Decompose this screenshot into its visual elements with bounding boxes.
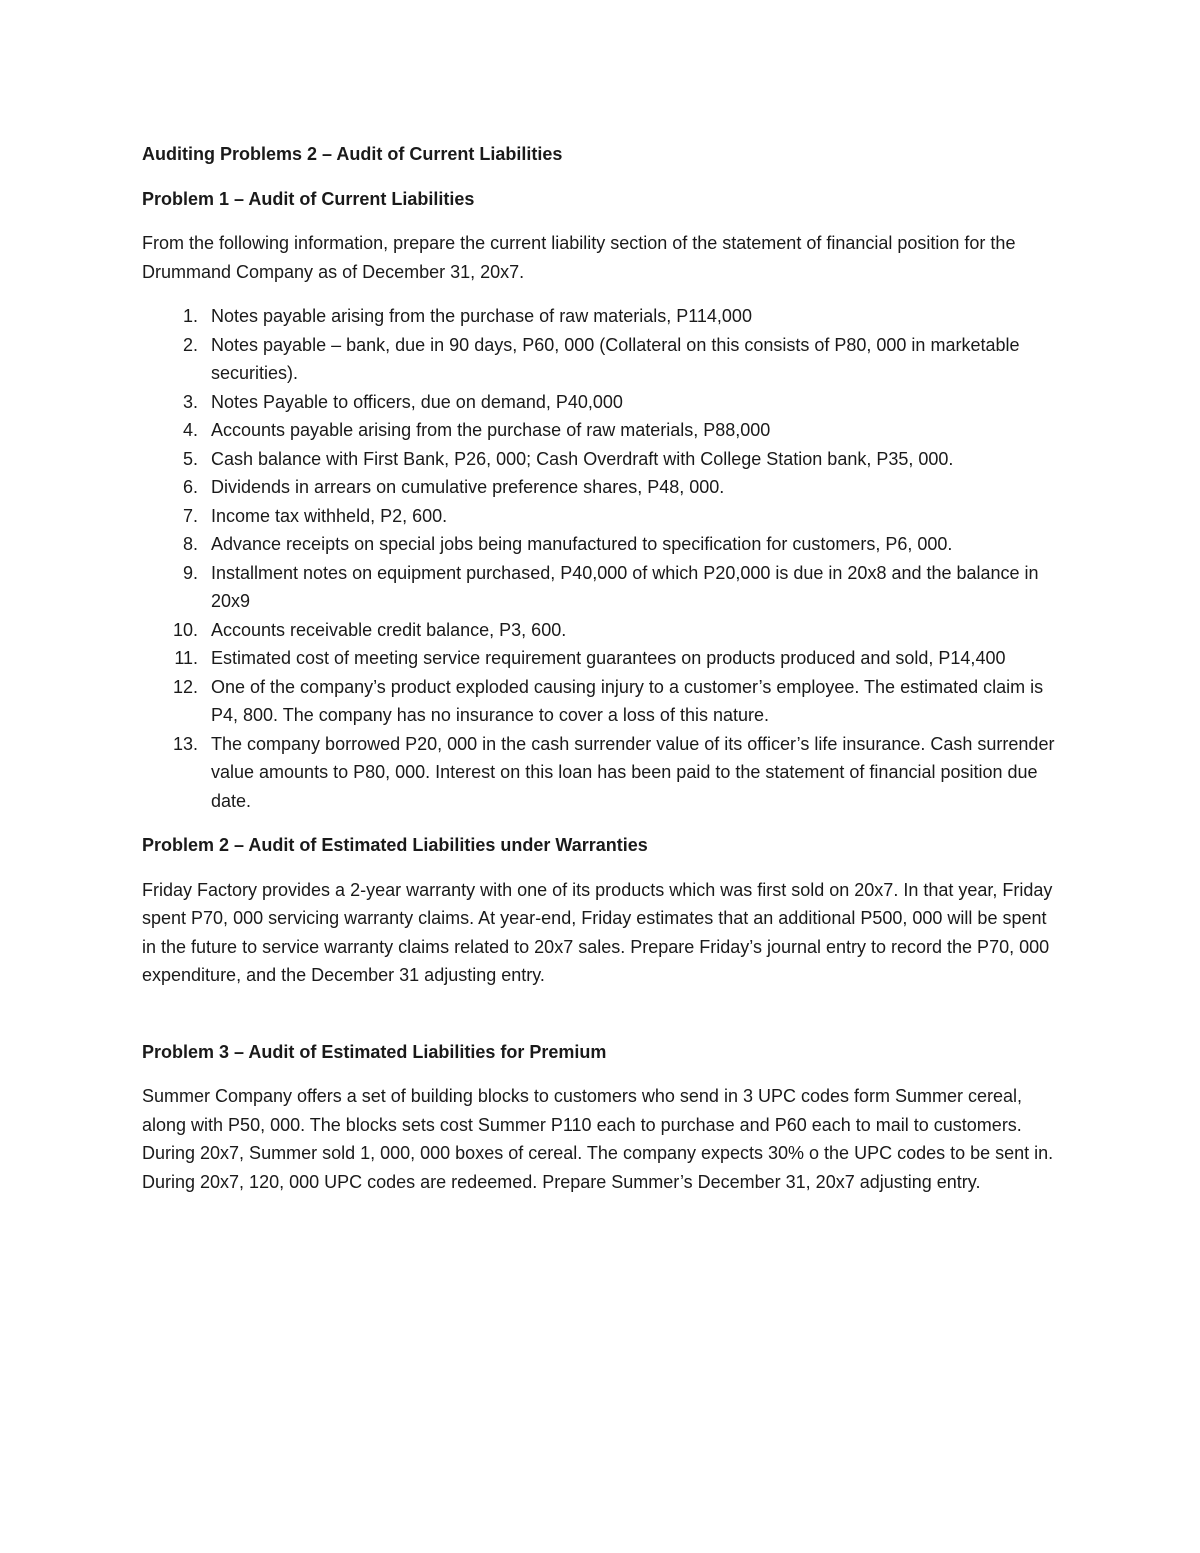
problem-3-body: Summer Company offers a set of building blocks to customers who send in 3 UPC codes form Summer cereal, along with P50, 000. The blocks sets cost Summer P110 each to purchase and P60 each to mail to customers. During 20x7, Summer sold 1, 000, 000 boxes of cereal. The company expects 30% o the UPC codes to be sent in. During 20x7, 120, 000 UPC codes are redeemed. Prepare Summer’s December 31, 20x7 adjusting entry. xyxy=(142,1086,1054,1192)
problem-2-heading: Problem 2 – Audit of Estimated Liabilities under Warranties xyxy=(142,835,648,855)
list-item xyxy=(142,502,1062,531)
problem-2-body: Friday Factory provides a 2-year warranty with one of its products which was first sold on 20x7. In that year, Friday spent P70, 000 servicing warranty claims. At year-end, Friday estimates that an additional P500, 000 will be spent in the future to service warranty claims related to 20x7 sales. Prepare Friday’s journal entry to record the P70, 000 expenditure, and the December 31 adjusting entry. xyxy=(142,879,1053,985)
list-item-number: 8. xyxy=(182,534,198,554)
list-item xyxy=(142,445,1062,474)
list-item-text: Income tax withheld, P2, 600. xyxy=(211,505,448,526)
document-body xyxy=(142,140,1062,1212)
list-item xyxy=(142,530,1062,559)
list-item-number: 9. xyxy=(182,562,198,583)
list-item-number: 4. xyxy=(182,420,198,440)
list-item-text: Accounts payable arising from the purchase of raw materials, P88,000 xyxy=(211,420,771,440)
list-item xyxy=(142,559,1062,616)
problem-1-intro: From the following information, prepare the current liability section of the statement of financial position for the Drummand Company as of December 31, 20x7. xyxy=(142,233,1016,282)
list-item xyxy=(142,416,1062,445)
list-item-number: 5. xyxy=(182,448,198,469)
list-item-text: The company borrowed P20, 000 in the cash surrender value of its officer’s life insurance. Cash surrender value amounts to P80, 000. Interest on this loan has been paid to the statement of financial position due date. xyxy=(211,733,1055,811)
list-item xyxy=(142,616,1062,645)
problem-1-items-list xyxy=(142,302,1062,815)
list-item-number: 7. xyxy=(182,505,198,526)
list-item-text: Notes payable – bank, due in 90 days, P60, 000 (Collateral on this consists of P80, 000 in marketable securities). xyxy=(211,334,1020,383)
list-item-number: 11. xyxy=(174,648,198,668)
list-item-number: 2. xyxy=(182,334,198,355)
list-item xyxy=(142,473,1062,502)
list-item-text: Cash balance with First Bank, P26, 000; Cash Overdraft with College Station bank, P35, 000. xyxy=(211,448,954,469)
list-item-text: Notes payable arising from the purchase of raw materials, P114,000 xyxy=(211,306,752,326)
document-title: Auditing Problems 2 – Audit of Current Liabilities xyxy=(142,144,563,164)
list-item xyxy=(142,730,1062,816)
problem-1-heading: Problem 1 – Audit of Current Liabilities xyxy=(142,188,475,209)
problem-3-heading: Problem 3 – Audit of Estimated Liabilities for Premium xyxy=(142,1041,607,1062)
list-item-number: 13. xyxy=(172,733,198,754)
list-item xyxy=(142,302,1062,331)
list-item-text: Notes Payable to officers, due on demand, P40,000 xyxy=(211,391,623,412)
list-item-number: 6. xyxy=(182,477,198,497)
list-item-text: Accounts receivable credit balance, P3, 600. xyxy=(211,619,567,640)
list-item-number: 1. xyxy=(182,306,198,326)
list-item-text: Advance receipts on special jobs being manufactured to specification for customers, P6, 000. xyxy=(211,534,953,554)
list-item-text: One of the company’s product exploded causing injury to a customer’s employee. The estimated claim is P4, 800. The company has no insurance to cover a loss of this nature. xyxy=(211,676,1044,725)
list-item-text: Estimated cost of meeting service requirement guarantees on products produced and sold, P14,400 xyxy=(211,648,1006,668)
list-item-number: 10. xyxy=(172,619,198,640)
list-item xyxy=(142,673,1062,730)
list-item xyxy=(142,644,1062,673)
list-item xyxy=(142,331,1062,388)
list-item-text: Installment notes on equipment purchased, P40,000 of which P20,000 is due in 20x8 and the balance in 20x9 xyxy=(211,562,1039,611)
list-item xyxy=(142,388,1062,417)
list-item-text: Dividends in arrears on cumulative preference shares, P48, 000. xyxy=(211,477,725,497)
list-item-number: 12. xyxy=(172,676,198,697)
list-item-number: 3. xyxy=(182,391,198,412)
